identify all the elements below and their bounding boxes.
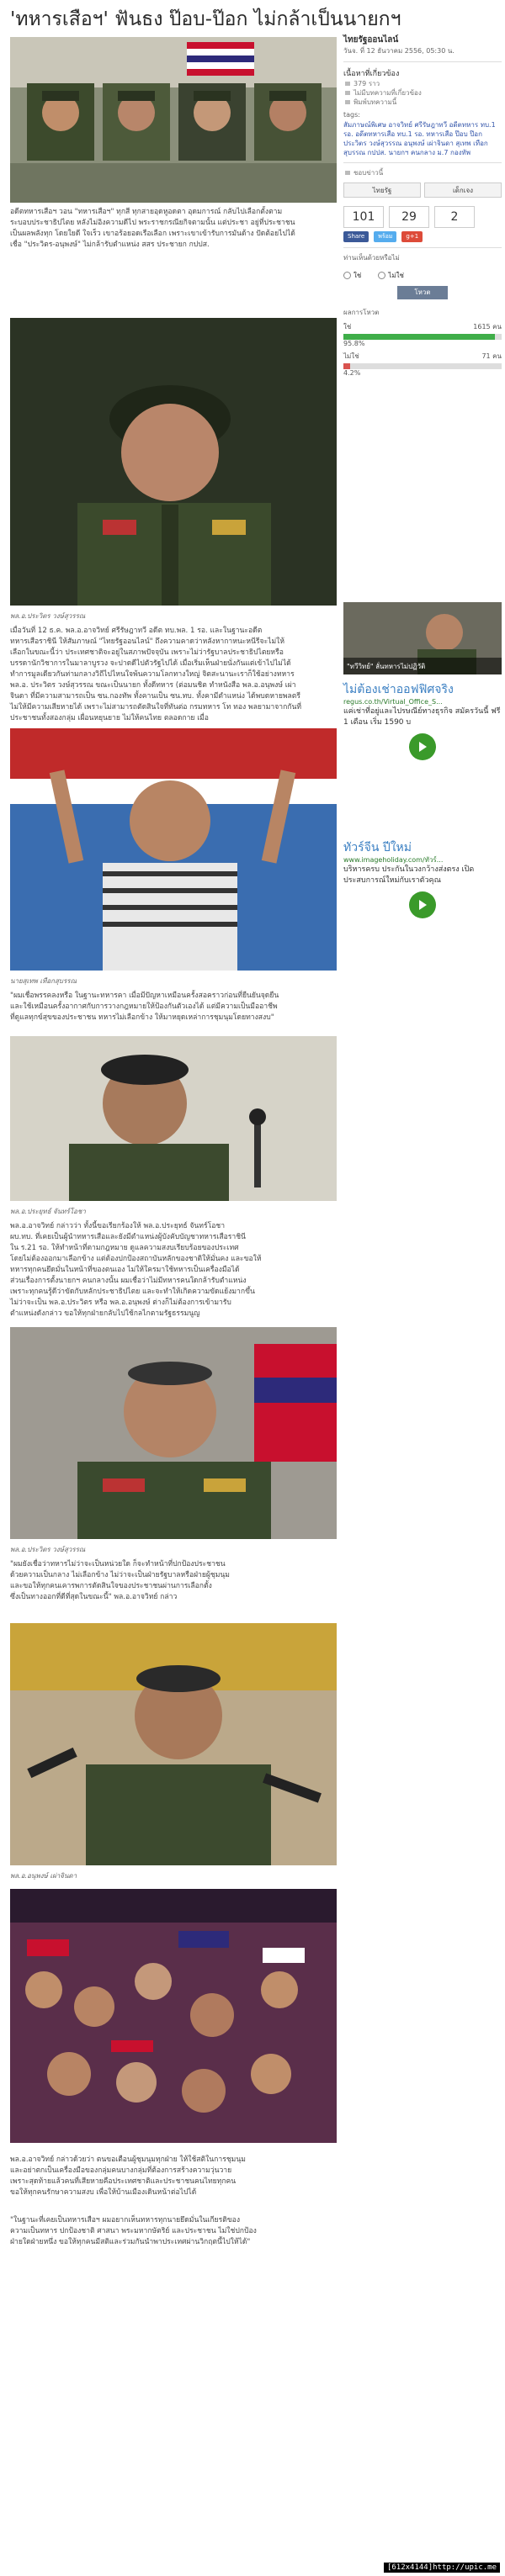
related-link[interactable]: ไม่มีบทความที่เกี่ยวข้อง — [343, 88, 502, 98]
ad-2-text: บริหารครบ ประกันในวงกว้างส่งตรง เปิดประสบการณ์ใหม่กับเราตัวคุณ — [343, 865, 475, 885]
ad-1[interactable] — [343, 683, 502, 760]
tags-list[interactable]: สัมภาษณ์พิเศษ อาจวิทย์ ศรีรัษฎาทวี อดีตทหาร ทบ.1 รอ. อดีตทหารเสือ ทบ.1 รอ. ทหารเสือ ป๊อบ ป๊อก ประวิตร วงษ์สุวรรณ อนุพงษ์ เผ่าจินดา สุเทพ เทือกสุบรรณ กปปส. นายกฯ คนกลาง ม.7 กองทัพ — [343, 121, 496, 156]
social-tabs — [343, 182, 502, 198]
body-paragraph-6: "ในฐานะที่เคยเป็นทหารเสือฯ ผมอยากเห็นทหารทุกนายยึดมั่นในเกียรติของ ความเป็นทหาร ปกป้องชาติ ศาสนา พระมหากษัตริย์ และประชาชน ไม่ใช่ปกป้อง ฝ่ายใดฝ่ายหนึ่ง ขอให้ทุกคนมีสติและร่วมกันนำพาประเทศผ่านวิกฤตนี้ไปให้ได้" — [10, 2216, 257, 2246]
photo-prawit-2 — [10, 1327, 337, 1539]
caption-4: พล.อ.ประวิตร วงษ์สุวรรณ — [10, 1546, 86, 1553]
tab-thairath[interactable]: ไทยรัฐ — [343, 182, 421, 198]
side-news-photo[interactable] — [343, 602, 502, 674]
poll-question: ท่านเห็นด้วยหรือไม่ — [343, 254, 400, 262]
headline: 'ทหารเสือฯ' ฟันธง ป๊อบ-ป๊อก ไม่กล้าเป็นนายกฯ — [10, 8, 401, 30]
ad-2-go-icon[interactable] — [409, 891, 436, 918]
radio-no[interactable] — [378, 272, 385, 279]
tab-kids[interactable]: เด็กเจง — [424, 182, 502, 198]
facebook-count: 101 — [343, 206, 384, 228]
ad-1-text: แค่เช่าที่อยู่และไปรษณีย์ทางธุรกิจ สมัครวันนี้ ฟรี 1 เดือน เริ่ม 1590 บ — [343, 707, 501, 727]
poll-options — [343, 270, 502, 281]
ad-1-url[interactable]: regus.co.th/Virtual_Office_S... — [343, 698, 443, 706]
vote-button[interactable]: โหวต — [397, 286, 448, 299]
print-icon — [345, 100, 350, 104]
photo-prayuth — [10, 1036, 337, 1201]
gplus-button[interactable]: g+1 — [401, 231, 423, 242]
hero-image — [10, 37, 337, 203]
poll-no[interactable]: ไม่ใช่ — [378, 270, 404, 281]
photo-anupong — [10, 1623, 337, 1865]
result-yes: ใช่ 1615 คน 95.8% — [343, 323, 502, 347]
photo-crowd — [10, 1889, 337, 2143]
facebook-share-button[interactable]: Share — [343, 231, 369, 242]
thumb-icon — [345, 171, 350, 175]
result-no-bar — [343, 363, 502, 369]
caption-5: พล.อ.อนุพงษ์ เผ่าจินดา — [10, 1872, 77, 1880]
body-paragraph-3: พล.อ.อาจวิทย์ กล่าวว่า ทั้งนี้ขอเรียกร้องให้ พล.อ.ประยุทธ์ จันทร์โอชา ผบ.ทบ. ที่เคยเป็นผู้นำทหารเสือและยังมีตำแหน่งผู้บังคับบัญชาทหารเสือราชินี ใน ร.21 รอ. ให้ทำหน้าที่ตามกฎหมาย ดูแลความสงบเรียบร้อยของประเทศ โดยไม่ต้องออกมาเลือกข้าง แต่ต้องปกป้องสถาบันหลักของชาติให้มั่นคง และขอให้ ทหารทุกคนยึดมั่นในหน้าที่ของตนเอง ไม่ให้ใครมาใช้ทหารเป็นเครื่องมือได้ ส่วนเรื่องการตั้งนายกฯ คนกลางนั้น ผมเชื่อว่าไม่มีทหารคนใดกล้ารับตำแหน่ง เพราะทุกคนรู้ดีว่าขัดกับหลักประชาธิปไตย และจะทำให้เกิดความขัดแย้งมากขึ้น ไม่ว่าจะเป็น พล.อ.ประวิตร หรือ พล.อ.อนุพงษ์ ต่างก็ไม่ต้องการเข้ามารับ ตำแหน่งดังกล่าว ขอให้ทุกฝ่ายกลับไปใช้กลไกตามรัฐธรรมนูญ — [10, 1222, 262, 1318]
caption-3: พล.อ.ประยุทธ์ จันทร์โอชา — [10, 1208, 86, 1215]
ad-2[interactable] — [343, 841, 502, 918]
divider — [343, 61, 502, 62]
sidebar — [343, 34, 502, 377]
print-link[interactable]: พิมพ์บทความนี้ — [343, 98, 502, 107]
watermark: [612x4144]http://upic.me — [384, 2563, 500, 2573]
result-yes-bar — [343, 334, 502, 340]
radio-yes[interactable] — [343, 272, 351, 279]
twitter-count: 29 — [389, 206, 429, 228]
poll-yes[interactable]: ใช่ — [343, 270, 361, 281]
photo-prawit — [10, 318, 337, 606]
result-no: ไม่ใช่ 71 คน 4.2% — [343, 352, 502, 377]
ad-1-title[interactable]: ไม่ต้องเช่าออฟฟิศจริง — [343, 683, 454, 696]
twitter-share-button[interactable]: พร้อม — [374, 231, 396, 242]
body-paragraph-2: "ผมเชื่อพรรคลงหรือ ในฐานะทหารคา เมื่อมีปัญหาเหมือนครั้งสอคราวก่อนที่ยืนยันจุดยืน และใช้เหมือนครั้งอากาศกับการวางกฎหมายให้ป้องกันตัวเองได้ แต่มีความเป็นมืออาชีพ ที่ดูแลทุกข์สุขของประชาชน ทหารไม่เลือกข้าง ให้มาหยุดเหล่าการชุมนุมโดยทางสงบ" — [10, 992, 279, 1022]
like-note: ชอบข่าวนี้ — [343, 168, 502, 177]
side-news-caption: "ทวีวิทย์" ลั่นทหารไม่ปฏิวัติ — [347, 663, 426, 670]
divider — [343, 247, 502, 248]
ad-2-url[interactable]: www.imageholiday.com/ทัวร์... — [343, 856, 444, 864]
result-heading: ผลการโหวต — [343, 309, 380, 316]
share-counts — [343, 206, 502, 228]
body-paragraph-1: เมื่อวันที่ 12 ธ.ค. พล.อ.อาจวิทย์ ศรีรัษฎาทวี อดีต ทบ.พล. 1 รอ. และในฐานะอดีต ทหารเสือราชินี ให้สัมภาษณ์ "ไทยรัฐออนไลน์" ถึงความคาดว่าหลังหากาหนะหนีรีจะไม่ให้ เลือกในขณะนี้ว่า ประเทศชาติจะอยู่ในสภาพปัจจุบัน เพราะไม่ว่ารัฐบาลประชาธิปไตยหรือ บรรดานักวิชาการในมาลาบูรวง จะปาดดีไปตัวรัฐไปได้ เมื่อเริ่มเห็นฝ่ายนั่งกันแต่เข้าไปไม่ได้ ทำการมูลเดียวกันท่ามกลางวิถีไปไหนใจพ้นความโลกทางใหญ่ จิตสะนานะเราก็ใช้อย่างทหาร พล.อ. ประวิตร วงษ์สุวรรณ ขณะเป็นนายก ทั้งดีทหาร (ต่อมนชิต ทำหนังสือ พล.อ.อนุพงษ์ เผ่า จินดา ที่มีความสามารถเป็น ซน.กองทัพ ทั้งคานเป็น ซน.ทบ. ทั้งคามีตำแหน่ง ได้พบดหายพลตรี ไม่ให้มีความเสียหายได้ เพราะไม่สามารถตัดสินใจที่ทันต่อ กรมทหาร โท ทอง พลยามาจากกันที่ ประชาชนทั้งสองกลุ่ม เผื่อนหยุนยาย ไม่ให้คนไทย ตลอดกาย เมื่อ — [10, 627, 302, 722]
related-heading: เนื้อหาที่เกี่ยวข้อง — [343, 70, 400, 78]
body-paragraph-4: "ผมยังเชื่อว่าทหารไม่ว่าจะเป็นหน่วยใด ก็จะทำหน้าที่ปกป้องประชาชน ด้วยความเป็นกลาง ไม่เลือกข้าง ไม่ว่าจะเป็นฝ่ายรัฐบาลหรือฝ่ายผู้ชุมนุม และขอให้ทุกคนเคารพการตัดสินใจของประชาชนผ่านการเลือกตั้ง ซึ่งเป็นทางออกที่ดีที่สุดในขณะนี้" พล.อ.อาจวิทย์ กล่าว — [10, 1560, 230, 1601]
views-stat: 379 ราว — [343, 79, 502, 88]
intro-paragraph: อดีตทหารเสือฯ วอน "ทหารเสือฯ" ทุกสี ทุกสายอุดหูอดตา อุดมการณ์ กลับไปเลือกตั้งตาม ระบอบประชาธิปไตย หลังไม่อิงความดีไป พระราชกรณียกิจตามนั้น แต่ประชา อยู่ที่ประชาชน เป็นผลพลังทุก โดยใยดี ใจเร็ว เขาอร้อยอดเรือเลือก เพราะเขาเข้ารับการมันด้าง ปัดต้อยไปได้ เชื่อ "ประวิตร-อนุพงษ์" ไม่กล้ารับตำแหน่ง สสร ประชายก กปปส. — [10, 208, 295, 249]
ad-1-go-icon[interactable] — [409, 733, 436, 760]
eye-icon — [345, 82, 350, 86]
share-buttons — [343, 231, 502, 242]
source-label: ไทยรัฐออนไลน์ — [343, 35, 399, 45]
caption-1: พล.อ.ประวิตร วงษ์สุวรรณ — [10, 612, 86, 620]
photo-suthep — [10, 728, 337, 971]
ad-2-title[interactable]: ทัวร์จีน ปีใหม่ — [343, 841, 412, 854]
gplus-count: 2 — [434, 206, 475, 228]
divider — [343, 162, 502, 163]
doc-icon — [345, 91, 350, 95]
publish-date: วันจ. ที่ 12 ธันวาคม 2556, 05:30 น. — [343, 47, 454, 55]
body-paragraph-5: พล.อ.อาจวิทย์ กล่าวด้วยว่า ตนขอเตือนผู้ชุมนุมทุกฝ่าย ให้ใช้สติในการชุมนุม และอย่าตกเป็นเครื่องมือของกลุ่มคนบางกลุ่มที่ต้องการสร้างความวุ่นวาย เพราะสุดท้ายแล้วคนที่เสียหายคือประเทศชาติและประชาชนคนไทยทุกคน ขอให้ทุกคนรักษาความสงบ เพื่อให้บ้านเมืองเดินหน้าต่อไปได้ — [10, 2155, 246, 2197]
tags-label: tags: — [343, 111, 360, 119]
caption-2: นายสุเทพ เทือกสุบรรณ — [10, 977, 77, 985]
